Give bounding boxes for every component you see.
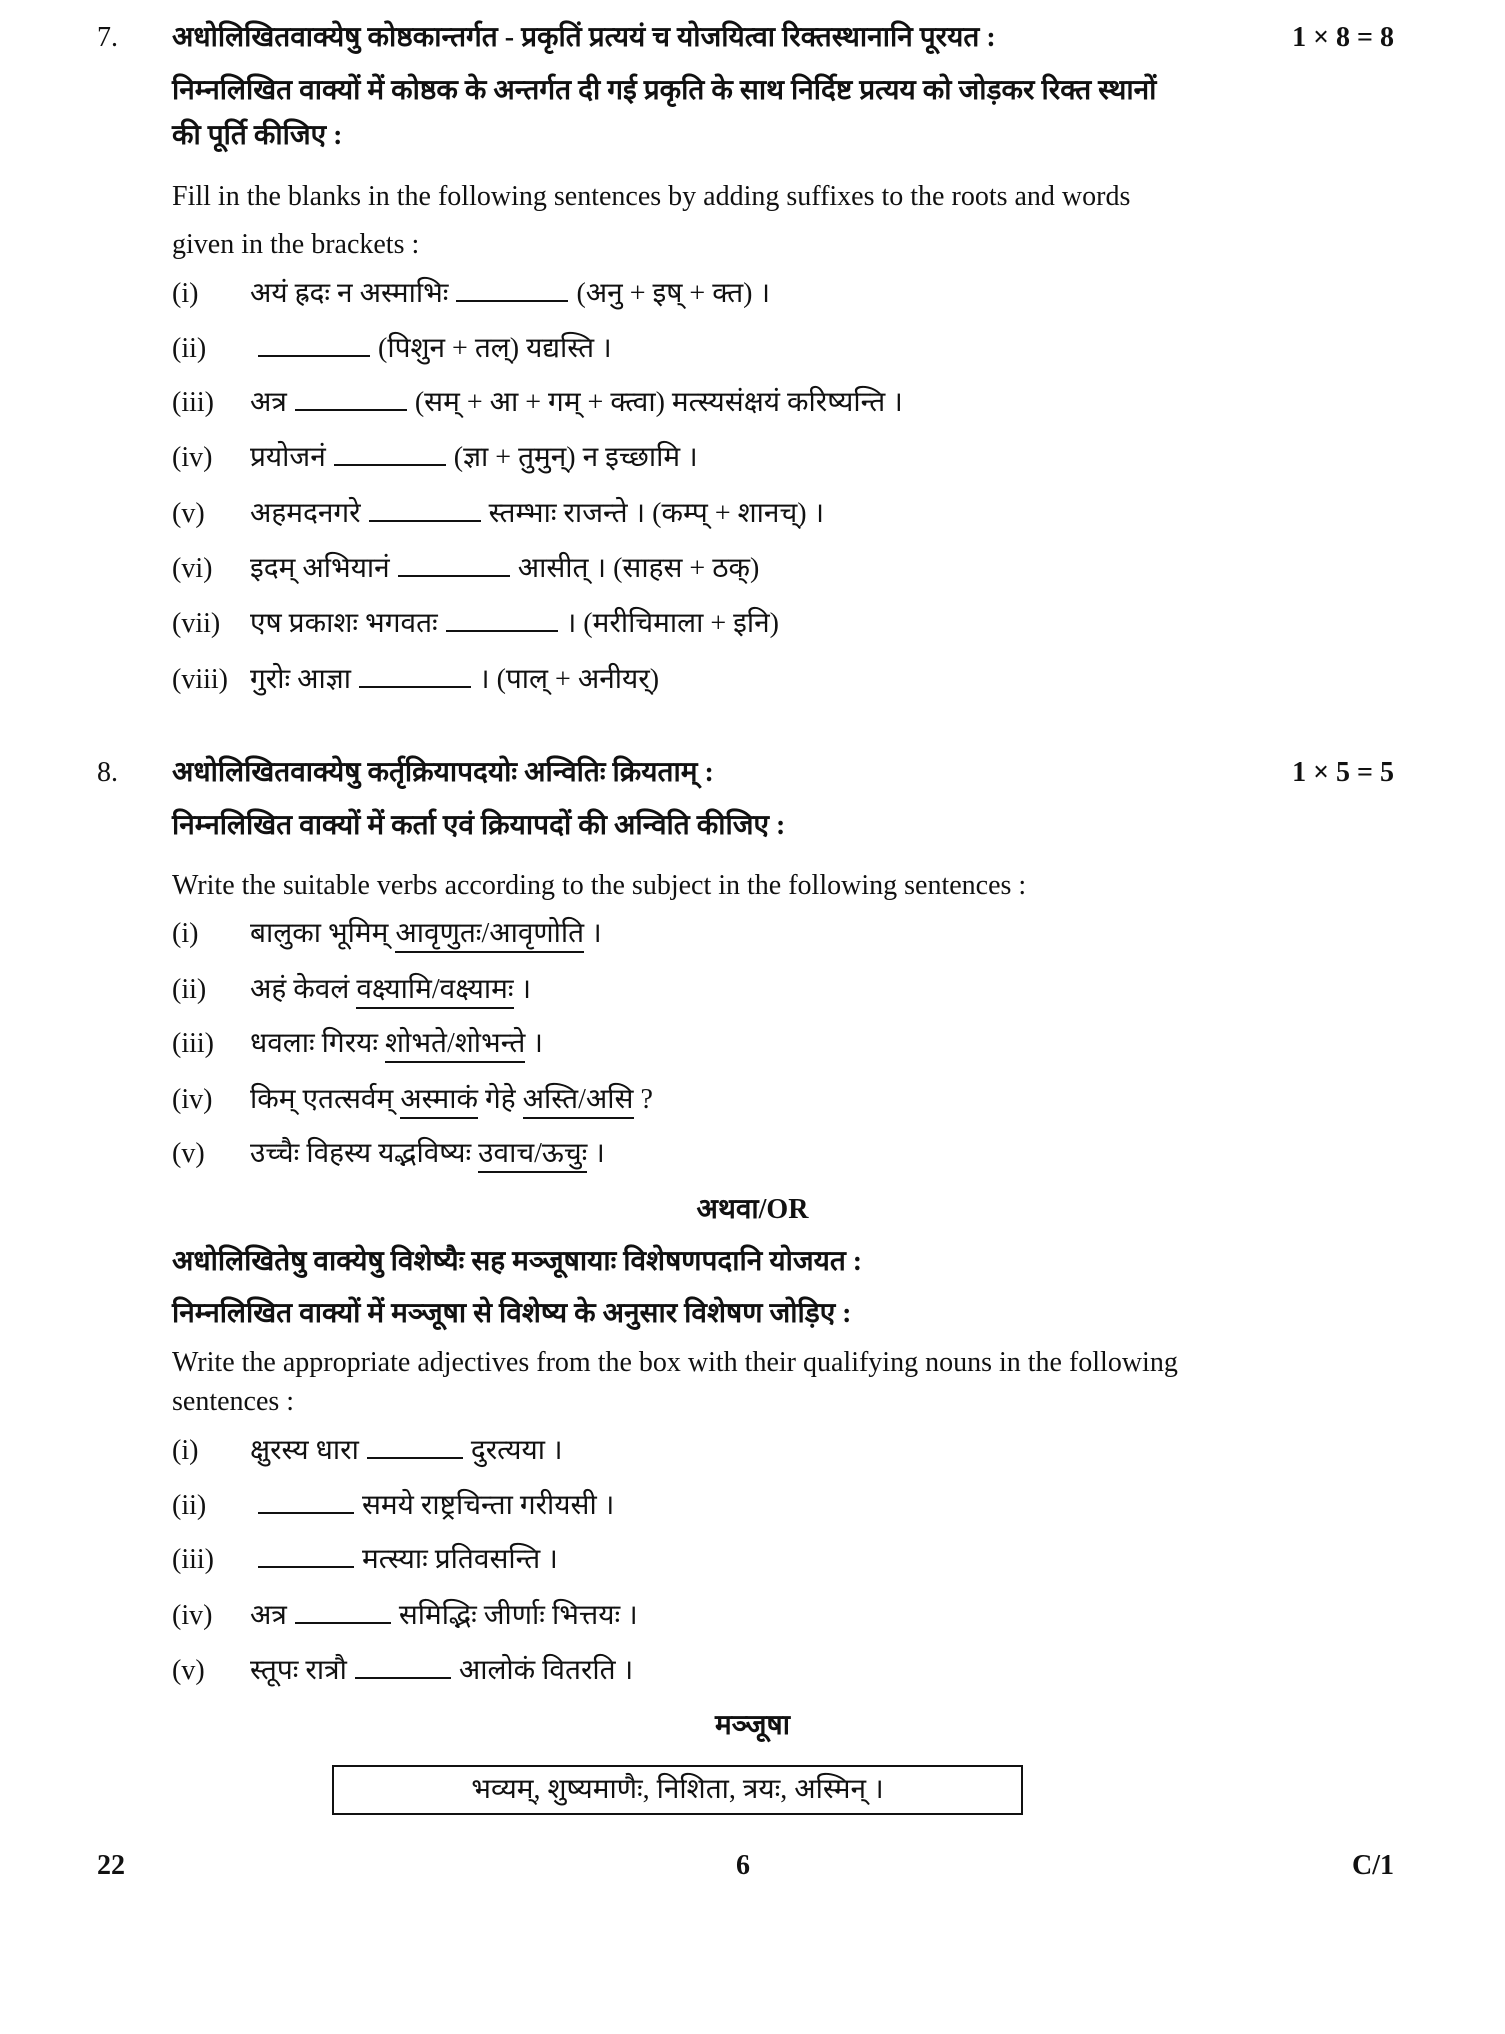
q7-item [172, 274, 770, 314]
item-hint: (पिशुन + तल्) यद्यस्ति । [378, 333, 612, 364]
q7-english-instruction-cont: given in the brackets : [172, 229, 420, 260]
item-text: उच्चैः विहस्य यद्भविष्यः [250, 1138, 472, 1169]
item-end: ? [640, 1084, 653, 1115]
q7-sanskrit-instruction: अधोलिखितवाक्येषु कोष्ठकान्तर्गत - प्रकृतिं प्रत्ययं च योजयित्वा रिक्तस्थानानि पूरयत : [172, 22, 996, 53]
item-end: । [594, 1138, 605, 1169]
item-label: (i) [172, 918, 199, 949]
verb-options[interactable]: आवृणुतः/आवृणोति [395, 918, 584, 953]
q8-alt-item [172, 1596, 638, 1636]
answer-blank[interactable] [398, 549, 510, 577]
footer-right-code: C/1 [1352, 1850, 1394, 1881]
word-box-title: मञ्जूषा [715, 1710, 790, 1741]
verb-options[interactable]: अस्ति/असि [523, 1084, 634, 1119]
question-number: 7. [97, 22, 118, 53]
q7-item [172, 383, 903, 423]
item-text: क्षुरस्य धारा [250, 1435, 359, 1466]
q7-marks: 1 × 8 = 8 [1292, 22, 1394, 53]
item-text-after: समिद्भिः जीर्णाः भित्तयः । [398, 1600, 638, 1631]
item-label: (iii) [172, 1028, 214, 1059]
q8-alt-sanskrit-instruction: अधोलिखितेषु वाक्येषु विशेष्यैः सह मञ्जूषायाः विशेषणपदानि योजयत : [172, 1246, 863, 1277]
q8-alt-item [172, 1651, 633, 1691]
q8-item [172, 914, 602, 954]
answer-blank[interactable] [258, 1486, 354, 1514]
item-text: अत्र [250, 387, 287, 418]
answer-blank[interactable] [367, 1431, 463, 1459]
pronoun-underlined: अस्माकं [400, 1084, 478, 1119]
item-label: (v) [172, 498, 205, 529]
q8-alt-item [172, 1540, 558, 1580]
item-label: (iv) [172, 1600, 213, 1631]
item-hint: (अनु + इष् + क्त) । [576, 278, 771, 309]
item-label: (iv) [172, 442, 213, 473]
item-text: अयं ह्रदः न अस्माभिः [250, 278, 449, 309]
answer-blank[interactable] [446, 604, 558, 632]
item-text: स्तूपः रात्रौ [250, 1655, 347, 1686]
answer-blank[interactable] [359, 660, 471, 688]
item-text-after: आलोकं वितरति । [458, 1655, 634, 1686]
word-box: भव्यम्, शुष्यमाणैः, निशिता, त्रयः, अस्मिन् । [332, 1765, 1023, 1815]
item-text: बालुका भूमिम् [250, 918, 389, 949]
q7-item [172, 438, 698, 478]
q8-alt-hindi-instruction: निम्नलिखित वाक्यों में मञ्जूषा से विशेष्य के अनुसार विशेषण जोड़िए : [172, 1298, 852, 1329]
item-hint: (ज्ञा + तुमुन्) न इच्छामि । [453, 442, 698, 473]
item-hint: (सम् + आ + गम् + क्त्वा) मत्स्यसंक्षयं करिष्यन्ति । [414, 387, 903, 418]
question-number: 8. [97, 757, 118, 788]
q7-english-instruction: Fill in the blanks in the following sentences by adding suffixes to the roots and words [172, 181, 1131, 212]
item-hint: स्तम्भाः राजन्ते । (कम्प् + शानच्) । [488, 498, 825, 529]
q7-item [172, 549, 759, 589]
item-hint: । (मरीचिमाला + इनि) [565, 608, 779, 639]
answer-blank[interactable] [258, 329, 370, 357]
item-label: (ii) [172, 974, 207, 1005]
q8-english-instruction: Write the suitable verbs according to the subject in the following sentences : [172, 870, 1027, 901]
answer-blank[interactable] [295, 1596, 391, 1624]
item-label: (i) [172, 1435, 199, 1466]
item-text: इदम् अभियानं [250, 553, 390, 584]
answer-blank[interactable] [334, 438, 446, 466]
q8-marks: 1 × 5 = 5 [1292, 757, 1394, 788]
item-text: अत्र [250, 1600, 287, 1631]
q8-alt-item [172, 1486, 614, 1526]
item-text-after: समये राष्ट्रचिन्ता गरीयसी । [362, 1490, 615, 1521]
item-label: (ii) [172, 1490, 207, 1521]
item-text-middle: गेहे [485, 1084, 516, 1115]
item-end: । [520, 974, 532, 1005]
item-label: (v) [172, 1655, 205, 1686]
q7-item [172, 604, 779, 644]
answer-blank[interactable] [295, 383, 407, 411]
answer-blank[interactable] [456, 274, 568, 302]
item-text: अहमदनगरे [250, 498, 361, 529]
item-label: (iii) [172, 1544, 214, 1575]
q8-alt-english-instruction: Write the appropriate adjectives from the box with their qualifying nouns in the following [172, 1347, 1178, 1378]
verb-options[interactable]: उवाच/ऊचुः [478, 1138, 587, 1173]
item-label: (vii) [172, 608, 221, 639]
item-label: (viii) [172, 664, 228, 695]
answer-blank[interactable] [355, 1651, 451, 1679]
q7-hindi-instruction-cont: की पूर्ति कीजिए : [172, 120, 343, 151]
q7-hindi-instruction: निम्नलिखित वाक्यों में कोष्ठक के अन्तर्गत दी गई प्रकृति के साथ निर्दिष्ट प्रत्यय को जोड़कर रिक्त स्थानों [172, 75, 1157, 106]
q7-item [172, 494, 824, 534]
q8-hindi-instruction: निम्नलिखित वाक्यों में कर्ता एवं क्रियापदों की अन्विति कीजिए : [172, 810, 786, 841]
item-label: (i) [172, 278, 199, 309]
q7-item [172, 660, 659, 700]
item-label: (ii) [172, 333, 207, 364]
q8-alt-english-instruction-cont: sentences : [172, 1386, 295, 1417]
verb-options[interactable]: शोभते/शोभन्ते [385, 1028, 525, 1063]
item-text: किम् एतत्सर्वम् [250, 1084, 394, 1115]
item-text-after: मत्स्याः प्रतिवसन्ति । [362, 1544, 558, 1575]
item-label: (iv) [172, 1084, 213, 1115]
item-label: (iii) [172, 387, 214, 418]
item-hint: आसीत् । (साहस + ठक्) [517, 553, 760, 584]
item-text-after: दुरत्यया । [470, 1435, 563, 1466]
item-text: धवलाः गिरयः [250, 1028, 379, 1059]
q8-item [172, 1080, 653, 1120]
answer-blank[interactable] [369, 494, 481, 522]
item-end: । [532, 1028, 543, 1059]
q8-sanskrit-instruction: अधोलिखितवाक्येषु कर्तृक्रियापदयोः अन्वितिः क्रियताम् : [172, 757, 714, 788]
q8-item [172, 1024, 543, 1064]
item-end: । [591, 918, 602, 949]
item-label: (v) [172, 1138, 205, 1169]
q8-item [172, 970, 531, 1010]
item-text: प्रयोजनं [250, 442, 326, 473]
answer-blank[interactable] [258, 1540, 354, 1568]
q7-item [172, 329, 612, 369]
item-text: गुरोः आज्ञा [250, 664, 351, 695]
page-number: 6 [736, 1850, 750, 1881]
q8-item [172, 1134, 605, 1174]
item-text: अहं केवलं [250, 974, 350, 1005]
q8-alt-item [172, 1431, 563, 1471]
item-text: एष प्रकाशः भगवतः [250, 608, 438, 639]
footer-left-code: 22 [97, 1850, 125, 1881]
item-hint: । (पाल् + अनीयर्) [478, 664, 660, 695]
verb-options[interactable]: वक्ष्यामि/वक्ष्यामः [356, 974, 513, 1009]
item-label: (vi) [172, 553, 213, 584]
or-divider: अथवा/OR [696, 1194, 809, 1225]
